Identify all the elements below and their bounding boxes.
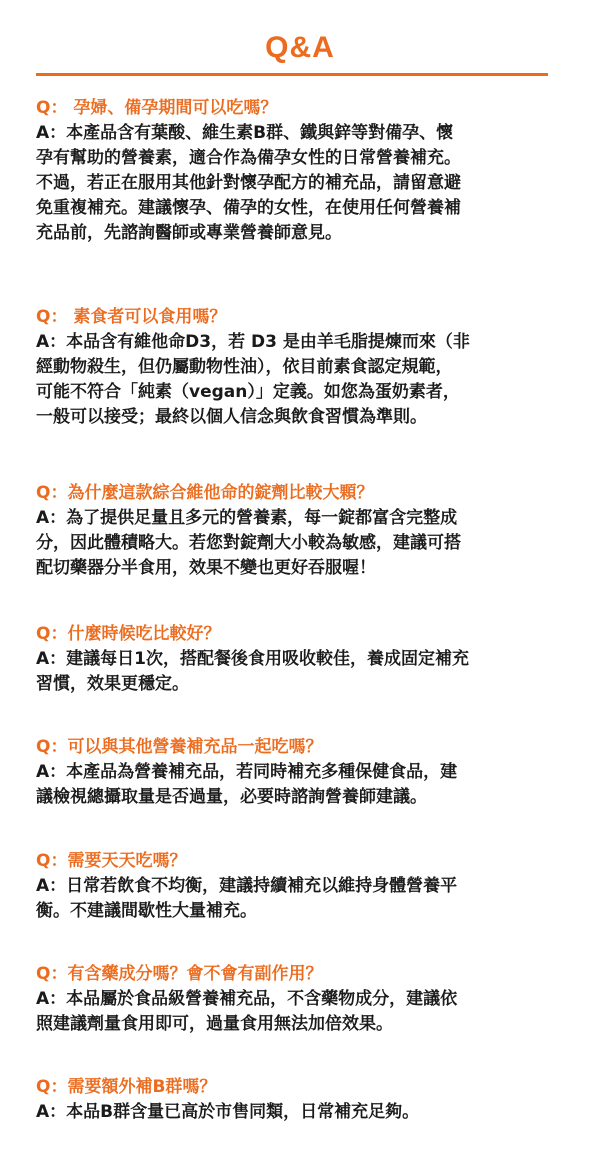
answer-line: A：本品B群含量已高於市售同類，日常補充足夠。 xyxy=(36,1102,420,1122)
faq-item-timing xyxy=(36,622,576,697)
faq-answer xyxy=(36,121,576,246)
faq-question: Q：為什麼這款綜合維他命的錠劑比較大顆？ xyxy=(36,483,374,503)
answer-line: 一般可以接受；最終以個人信念與飲食習慣為準則。 xyxy=(36,407,427,427)
answer-line: A：本產品為營養補充品，若同時補充多種保健食品，建 xyxy=(36,762,458,782)
faq-question: Q：需要天天吃嗎？ xyxy=(36,851,187,871)
answer-line: A：日常若飲食不均衡，建議持續補充以維持身體營養平 xyxy=(36,876,458,896)
faq-question: Q： 素食者可以食用嗎？ xyxy=(36,307,227,327)
faq-item-b-complex xyxy=(36,1075,576,1125)
faq-answer xyxy=(36,987,576,1037)
faq-item-side-effects xyxy=(36,962,576,1037)
faq-item-pregnancy xyxy=(36,96,576,246)
faq-item-combination xyxy=(36,735,576,810)
answer-line: 可能不符合「純素（vegan）」定義。如您為蛋奶素者， xyxy=(36,382,460,402)
answer-line: 不過，若正在服用其他針對懷孕配方的補充品，請留意避 xyxy=(36,173,461,193)
page-title: Q&A xyxy=(265,31,335,64)
faq-answer xyxy=(36,760,576,810)
answer-line: A：本品屬於食品級營養補充品，不含藥物成分，建議依 xyxy=(36,989,458,1009)
title-divider xyxy=(36,73,548,76)
answer-line: 配切藥器分半食用，效果不變也更好吞服喔！ xyxy=(36,558,376,578)
faq-question: Q： 孕婦、備孕期間可以吃嗎？ xyxy=(36,98,278,118)
faq-question: Q：有含藥成分嗎？會不會有副作用？ xyxy=(36,964,323,984)
faq-answer xyxy=(36,647,576,697)
answer-line: A：本品含有維他命D3，若 D3 是由羊毛脂提煉而來（非 xyxy=(36,332,470,352)
faq-item-daily xyxy=(36,849,576,924)
faq-answer xyxy=(36,874,576,924)
answer-line: 免重複補充。建議懷孕、備孕的女性，在使用任何營養補 xyxy=(36,198,461,218)
answer-line: 分，因此體積略大。若您對錠劑大小較為敏感，建議可搭 xyxy=(36,533,461,553)
faq-item-tablet-size xyxy=(36,481,576,581)
answer-line: 習慣，效果更穩定。 xyxy=(36,674,189,694)
faq-answer xyxy=(36,506,576,581)
faq-question: Q：可以與其他營養補充品一起吃嗎？ xyxy=(36,737,323,757)
answer-line: 充品前，先諮詢醫師或專業營養師意見。 xyxy=(36,223,342,243)
faq-answer xyxy=(36,330,576,430)
faq-answer xyxy=(36,1100,576,1125)
answer-line: 衡。不建議間歇性大量補充。 xyxy=(36,901,257,921)
answer-line: A：本產品含有葉酸、維生素B群、鐵與鋅等對備孕、懷 xyxy=(36,123,454,143)
answer-line: A：建議每日1次，搭配餐後食用吸收較佳，養成固定補充 xyxy=(36,649,469,669)
faq-item-vegetarian xyxy=(36,305,576,430)
faq-question: Q：什麼時候吃比較好？ xyxy=(36,624,221,644)
answer-line: 孕有幫助的營養素，適合作為備孕女性的日常營養補充。 xyxy=(36,148,461,168)
answer-line: A：為了提供足量且多元的營養素，每一錠都富含完整成 xyxy=(36,508,458,528)
answer-line: 照建議劑量食用即可，過量食用無法加倍效果。 xyxy=(36,1014,393,1034)
answer-line: 議檢視總攝取量是否過量，必要時諮詢營養師建議。 xyxy=(36,787,427,807)
faq-question: Q：需要額外補B群嗎？ xyxy=(36,1077,217,1097)
answer-line: 經動物殺生，但仍屬動物性油），依目前素食認定規範， xyxy=(36,357,453,377)
